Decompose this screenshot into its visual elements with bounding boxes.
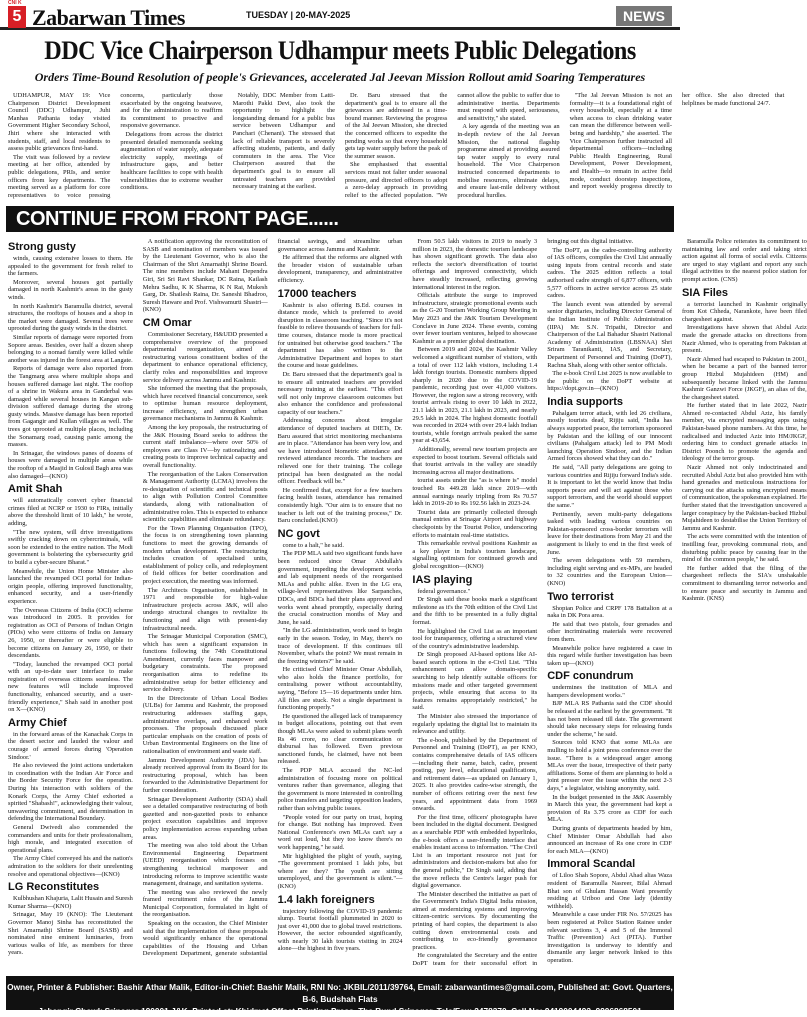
story-paragraph: He further stated that in late 2022, Nazir Ahmed re-contacted Abdul Aziz, his family member, via encrypted messaging apps using Pakistan-based phone numbers. At this time, he radicalised and inducted Aziz into HM/JKGF, ordering him to conduct grenade attacks in District Poonch to promote the agenda and ideology of the terror group. <box>681 402 807 463</box>
story-paragraph: come to a halt," he said. <box>282 541 344 549</box>
continued-banner: CONTINUE FROM FRONT PAGE...... <box>6 206 674 232</box>
story-paragraph: "People voted for our party on trust, hoping for change. But nothing has improved. Even National Conference's own MLAs can't say a word out loud, but they too know there's no work happening," he said. <box>277 813 403 851</box>
story-heading: Army Chief <box>8 716 67 729</box>
story-heading: Amit Shah <box>8 483 63 496</box>
story-paragraph: The PDP MLA accused the NC-led administration of focusing more on political ventures rather than governance, alleging that the government is more interested in controlling police transfers and targeting opposition leaders, rather than solving public issues. <box>277 767 403 812</box>
lead-article-body <box>8 92 785 200</box>
continued-articles <box>8 238 807 968</box>
story-heading: CDF conundrum <box>547 670 634 683</box>
story-paragraph: Officials attribute the surge to improved infrastructure, strategic promotional events such as the G-20 Tourism Working Group Meeting in May 2023 and the J&K Tourism Development Conclave in June 2024. These events, coming over fewer tourism ventures, helped to showcase Kashmir as a premier global destination. <box>412 292 538 345</box>
story-paragraph: During grants of departments headed by him, Chief Minister Omar Abdullah had also announced an increase of Rs one crore in CDF for each MLA—(KNO) <box>547 824 672 855</box>
story-paragraph: Kulbhushan Khajuria, Lalit Husain and Suresh Kumar Sharma—(KNO) <box>8 895 133 910</box>
story-paragraph: Pahalgam terror attack, with led 26 civilians, mostly tourists dead, Rijiju said, "India has always supported peace, the terrorism sponsored by Pakistan and the killing of our innocent civilians (Pahalgam attack) led to PM Modi launching Operation Sindoor, and the Indian Armed forces showed what they can do." <box>547 409 672 463</box>
story-paragraph: Meanwhile a case under FIR No. 57/2025 has been registered at Police Station Rainee under relevant sections 3, 4 and 5 of the Immoral Traffic (Prevention) Act (PITA). Further investigation is underway to identify and dismantle any larger network linked to this operation. <box>547 911 672 964</box>
story-paragraph: Srinagar, May 19 (KNO): The Lieutenant Governor Manoj Sinha has reconstituted the Shri Amarnathji Shrine Board (SASB) and nominated nine eminent luminaries, from various walks of life, as members for three years. <box>8 911 133 957</box>
story-paragraph: Addressing concerns about irregular attendance of deputed teachers at DIETs, Dr. Baru assured that strict monitoring mechanisms are in place. "Attendance has been very low, and we have introduced biometric attendance and reviewed attendance records. The teachers are relieved one for their training. The college principal has been designated as the nodal officer. Feedback will be." <box>277 417 403 486</box>
lead-subheadline: Orders Time-Bound Resolution of people's Grievances, accelerated Jal Jeevan Mission Rollout amid Soaring Temperatures <box>34 70 646 84</box>
lead-paragraph: The visit was followed by a review meeting at her office, attended by public delegations, PRIs, and senior officers from key departments. The meeting served as a platform for core representatives to voice pressing concerns, particularly those exacerbated by the ongoing heatwave, and for the administration to reaffirm its commitment to proactive and responsive governance. <box>8 92 223 199</box>
story-paragraph: Srinagar Development Authority (SDA) shall see a detailed comparative restructuring of both gazetted and non-gazetted posts to enhance project execution capabilities and improve policy implementation across expanding urban areas. <box>142 795 268 841</box>
story-paragraph: a terrorist launched in Kashmir originally from Kot Chheda, Narankote, have been filed chargesheet against. <box>681 300 807 323</box>
story-paragraph: trajectory following the COVID-19 pandemic slump. Tourist footfall plummeted in 2020 to just over 41,000 due to global travel restrictions. However, the sector rebounded significantly, with nearly 30 lakh tourists visiting in 2024 alone—the highest in five years. <box>277 907 403 953</box>
story-paragraph: The reorganisation of the Lakes Conservation & Management Authority (LCMA) involves the re-designation of scientific and technical posts to align with Pollution Control Committee standards, along with rationalisation of administrative roles. This is expected to enhance scientific capabilities and eliminate redundancy. <box>142 470 268 524</box>
story-heading: SIA Files <box>681 286 729 299</box>
paper-name: Zabarwan Times <box>32 5 185 30</box>
story-paragraph: He questioned the alleged lack of transparency in budget allocations, pointing out that even though MLAs were asked to submit plans worth Rs 46 crore, no clear communication or disbursal has followed. Even previous sanctioned funds, he claimed, have not been released. <box>277 712 403 766</box>
story-paragraph: Reports of damage were also reported from the Tangmarg area where multiple shops and houses suffered damage last night. The rooftop of a shrine in Wakura area in Ganderbal was damaged while several houses in Kangan sub-division suffered damage during the strong gusty winds. Massive damage has been reported from Gagangir and Kullan villages as well. The trees got uprooted at multiple places, including the Sonamarg road, causing panic among the masses. <box>8 365 133 449</box>
story-paragraph: In the Directorate of Urban Local Bodies (ULBs) for Jammu and Kashmir, the proposed restructuring addresses staffing gaps, administrative overlaps, and enhanced work processes. The proposals discussed place particular emphasis on the creation of posts of Urban Environmental Engineers on the line of rationalisation of environment and waste staff. <box>142 694 268 755</box>
story-paragraph: In Srinagar, the windows panes of dozens of houses were damaged in multiple areas while the rooftop of a Masjid in Gulosil Bagh area was also damaged—(KNO) <box>8 449 133 480</box>
story-paragraph: tourist assets under the "as is where is" model touched Rs 449.28 lakh since 2019—with annual earnings nearly tripling from Rs 70.57 lakh in 2019-20 to Rs 192.56 lakh in 2023-24. <box>412 477 538 508</box>
masthead <box>0 0 680 30</box>
story-paragraph: A notification approving the reconstitution of SASB and nomination of members was issued by the Lieutenant Governor, who is also the Chairman of the Shri Amarnathji Shrine Board. The nine members include Mahant Dependra Giri, Sri Sri Ravi Shankar, DC Raina, Kailash Mehra Sadhu, K K Sharma, K N Rai, Mukesh Garg, Dr. Shailesh Raina, Dr. Saneshi Bhadroo, Suresh Haware and Prof. Vishwamurti Shastri—(KNO) <box>142 238 268 314</box>
story-heading: Strong gusty <box>8 241 76 253</box>
story-paragraph: Shopian Police and CRPF 178 Battalion at a naka in DK Pora area. <box>547 604 672 620</box>
story-paragraph: He also reviewed the joint actions undertaken in coordination with the Indian Air Force and the Border Security Force for the operation. During his interaction with soldiers of the Konark Corps, the Army Chief exhorted a spirited "Shabash!", acknowledging their valour, unwavering commitment, and determination in defending the International Boundary. <box>8 762 133 823</box>
story-heading: India supports <box>547 395 623 408</box>
story-paragraph: The launch event was attended by several senior dignitaries, including Director General of the Indian Institute of Public Administration (IIPA) Mr. S.N. Tripathi, Director and Chairperson of the Lal Bahadur Shastri National Academy of Administration (LBSNAA) Shri Sriram Taranikanti, IAS, and Secretary, Department of Personnel and Training (DoPT), Rachna Shah, along with other senior officials. <box>547 300 672 369</box>
story-paragraph: He affirmed that the reforms are aligned with the broader vision of sustainable urban development, transparency, and administrative efficiency. <box>277 254 403 284</box>
story-paragraph: This remarkable revival positions Kashmir as a key player in India's tourism landscape, signalling optimism for continued growth and global recognition—(KNO) <box>412 540 538 570</box>
story-paragraph: Dr Singh said these books mark a significant milestone as it's the 70th edition of the Civil List and the fifth to be presented in a fully digital format. <box>412 596 538 626</box>
story-paragraph: Meanwhile police have registered a case in this regard while further investigation has been taken up—(KNO) <box>547 644 672 667</box>
story-paragraph: Sources told KNO that some MLAs are mulling to hold a joint press conference over the issue. "There is a widespread anger among MLAs over the issue, irrespective of their party affiliations. Some of them are planning to hold a joint presser over the issue within the next 2-3 days," a legislator, wishing anonymity, said. <box>547 739 672 792</box>
story-paragraph: The Minister also stressed the importance of regularly updating the digital list to maintain its relevance and utility. <box>412 713 538 736</box>
story-paragraph: Commissioner Secretary, H&UDD presented a comprehensive overview of the proposed departmental reorganization, aimed at restructuring various constituent bodies of the department to enhance operational efficiency, clarify roles and responsibilities and improve service delivery across Jammu and Kashmir. <box>142 330 268 384</box>
story-paragraph: He criticised Chief Minister Omar Abdullah, who also holds the finance portfolio, for centralising power without accountability, saying, "Before 15—16 departments under him. All files are stuck. Not a single department is functioning properly." <box>277 666 403 712</box>
story-paragraph: Kashmir is also offering B.Ed. courses in distance mode, which is preferred to avoid disruption in classroom teaching. "Since it's not feasible to relieve thousands of teachers for full-time courses, distance mode is more practical for untrained but otherwise good teachers." The department has also written to the Administrative Department and hopes to start the course and issue guidelines. <box>277 301 403 370</box>
story-paragraph: Mir highlighted the plight of youth, saying, "The government promised 1 lakh jobs, but where are they? The youth are sitting unemployed, and the government is silent."—(KNO) <box>277 852 403 890</box>
story-paragraph: The PDP MLA said two significant funds have been reduced since Omar Abdullah's government, impeding the development works and lab equipment needs of the reorganised MLAs and public alike. Even in the LG era, village-level representatives like Sarpanches, DDCs, and BDCs had their plans approved and works went ahead promptly, especially during the crucial construction months of May and June, he said. <box>277 550 403 626</box>
story-paragraph: He confirmed that, except for a few teachers facing health issues, attendance has remained consistently high. "Our aim is to ensure that no teacher is left out of the training process," Dr. Baru concluded.(KNO) <box>277 486 403 525</box>
story-paragraph: "The new system, will drive investigations swiftly cracking down on cybercriminals, will soon be extended to the entire nation. The Modi government is bolstering the cybersecurity grid to build a cyber-secure Bharat." <box>8 528 133 566</box>
story-paragraph: Similar reports of damage were reported from Sopore areas. Besides, over half a dozen sheep belonging to a nomad family were killed while another was injured in the forest area at Langate. <box>8 333 133 364</box>
story-paragraph: Nazir Ahmed not only indoctrinated and recruited Abdul Aziz but also provided him with hand grenades and meticulous instructions for carrying out the attacks using encrypted means of communication, the spokesman explained. He further stated that the investigation uncovered a larger conspiracy by the Pakistan-backed Hizbul Mujahideen to destabilise the Union Territory of Jammu and Kashmir. <box>681 464 807 532</box>
story-paragraph: Among the key proposals, the restructuring of the J&K Housing Board seeks to address the current staff imbalance—where over 50% of employees are Class IV—by rationalizing and creating posts to improve technical capacity and overall functionality. <box>142 424 268 470</box>
imprint-footer <box>6 976 674 1016</box>
story-paragraph: The meeting was also told about the Urban Environmental Engineering Department (UEED) reorganisation which focuses on strengthening technical manpower and introducing reforms to improve scientific waste management, drainage, and sanitation systems. <box>142 842 268 888</box>
story-paragraph: of Liloo Shah Sopore, Abdul Ahad alias Waza resident of Baramulla Nasreer, Bilal Ahmad Bhat son of Ghulam Hassan Wani presently residing at Uriboo and One lady (identity withheld). <box>547 872 672 910</box>
story-paragraph: The Army Chief conveyed his and the nation's admiration to the soldiers for their unrelenting resolve and operational objectives—(KNO) <box>8 855 133 878</box>
story-heading: CM Omar <box>142 316 192 329</box>
story-paragraph: Speaking on the occasion, the Chief Minister said that the implementation of these proposals would significantly enhance the operational capabilities of the Housing and Urban Development Department, generate substantial financial savings, and streamline urban governance across Jammu and Kashmir. <box>142 238 403 958</box>
story-paragraph: The e-book, published by the Department of Personnel and Training (DoPT), as per KNO, contains comprehensive details of IAS officers—including their name, batch, cadre, present posting, pay level, educational qualifications, and retirement dates—as updated on January 1, 2025. It also provides cadre-wise strength, the number of officers retiring over the next few years, and appointment data from 1969 onwards. <box>412 736 538 813</box>
story-heading: 1.4 lakh foreigners <box>277 893 375 906</box>
story-paragraph: Pertinently, seven multi-party delegations tasked with leading various countries on Pakistan-sponsored cross-border terrorism will leave for their destinations from May 21 and the assignment is likely to end in the first week of June. <box>547 510 672 556</box>
imprint-line-2: Jahangir Chowk Srinagar-190001 J&K, Printed at: Khidmat Offset Printing Press, The Bund Srinagar, Tele/Fax: 2478370, Cell No: 9419004492, 9906868501 <box>38 1006 642 1016</box>
logo-tag: CNI K <box>8 0 22 6</box>
story-paragraph: "In the LG administration, work used to begin early in the season. Today, in May, there's no trace of development. If this continues till November, what's the point? We must remain in the freezing winters?" he said. <box>277 627 403 665</box>
story-heading: 17000 teachers <box>277 287 357 300</box>
story-paragraph: Jammu Development Authority (JDA) has already received approval from its Board for its restructuring proposal, which has been forwarded to the Administrative Department for further consideration. <box>142 756 268 794</box>
story-paragraph: He said, "All party delegations are going to various countries and Rijiju forward India's side. It is important to let the world know that India supports peace and will act against those who support terrorism, and the world should support the same." <box>547 464 672 509</box>
story-paragraph: He further added that the filing of the chargesheet reflects the SIA's unshakable commitment to dismantling terror networks and to ensure peace and security in Jammu and Kashmir. (KNS) <box>681 564 807 603</box>
story-paragraph: Dr. Baru stressed that the department's goal is to ensure all untreated teachers are provided necessary training at the earliest. "This effort will not only improve classroom outcomes but also enhance the confidence and professional capacity of our teachers." <box>277 370 403 416</box>
story-paragraph: He congratulated the Secretary and the entire DoPT team for their successful effort in bringing out this digital initiative. <box>412 238 634 968</box>
story-paragraph: Tourist data are primarily collected through manual entries at Srinagar Airport and highway checkpoints by the Tourist Police, underscoring efforts to maintain real-time statistics. <box>412 508 538 539</box>
lead-paragraph: UDHAMPUR, MAY 19: Vice Chairperson District Development Council (DDC) Udhampur, Juhi Manhas Pathania today visited Government Higher Secondary School, Jhiri where she interacted with students, staff, and local residents to assess public grievances first-hand. <box>8 92 111 153</box>
lead-headline: DDC Vice Chairperson Udhampur meets Public Delegations <box>44 36 636 65</box>
story-paragraph: Additionally, several new tourism projects are expected to boost tourism. Several officials said that tourist arrivals in the valley are steadily increasing across all major destinations. <box>412 446 538 476</box>
lead-paragraph: Dr. Baru stressed that the department's goal is to ensure all the grievances are addressed in a time-bound manner. Reviewing the progress of the Jal Jeevan Mission, she directed the concerned officers to expedite the pending works so that every household gets tap water supply before the peak of the summer season. <box>344 92 448 160</box>
imprint-line-1: Owner, Printer & Publisher: Bashir Athar Malik, Editor-in-Chief: Bashir Malik, RNI No: JKBIL/2011/39764, Email: zabarwantimes@gmail.com, Published at: Govt. Quarters, B-6, Budshah Flats <box>7 982 673 1004</box>
story-paragraph: The e-book Civil List 2025 is now available to the public on the DoPT website at https://dopt.gov.in—(KNO) <box>547 370 672 393</box>
story-paragraph: Between 2019 and 2024, the Kashmir Valley welcomed a significant number of visitors, with a total of over 112 lakh visitors, including 1.4 lakh foreign tourists. Domestic numbers dipped sharply in 2020 due to the COVID-19 pandemic, recording just over 41,000 visitors. However, the region saw a strong recovery, with tourist arrivals rising to over 10 lakh in 2022, 21.1 lakh in 2023, 21.1 lakh in 2023, and nearly 29.5 lakh in 2024. The highest domestic footfall was recorded in 2024 with over 29.4 lakh Indian tourists, while foreign arrivals peaked the same year at 43,654. <box>412 346 538 445</box>
story-heading: Immoral Scandal <box>547 858 636 871</box>
story-paragraph: In north Kashmir's Baramulla district, several structures, the rooftops of houses and a shop in the market were damaged. Several trees were uprooted during the gusty winds in the district. <box>8 302 133 333</box>
lead-paragraph: "The Jal Jeevan Mission is not an formality—it is a foundational right of every household, especially at a time when access to clean drinking water can mean the difference between well-being and hardship," she asserted. The Vice Chairperson further instructed all departmental officers—including Public Health Engineering, Rural Development, Power Development, and Health—to remain in active field mode, conduct doorstep inspections, and report weekly progress directly to her office. She also directed that helplines be made functional 24/7. <box>569 92 785 191</box>
story-heading: LG Reconstitutes <box>8 881 100 894</box>
story-paragraph: The Minister described the initiative as part of the Government's India's Digital India mission, aimed at modernizing systems and improving citizen-centric services. By documenting the printing of hard copies, the department is also cutting down environmental costs and contributing to eco-friendly governance practices. <box>412 890 538 951</box>
story-paragraph: General Dwivedi also commended the commanders and units for their professionalism, high morale, and integrated execution of operational plans. <box>8 823 133 854</box>
story-paragraph: The Overseas Citizens of India (OCI) scheme was introduced in 2005. It provides for registration as OCI of Persons of Indian Origin (PIOs) who were citizens of India on January 26, 1950, or thereafter or were eligible to become citizens on January 26, 1950, or their descendants. <box>8 606 133 660</box>
story-paragraph: Dr Singh proposed AI-based options like AI-based search options in the e-Civil List. "This enhancement can allow domain-specific searching to help identify suitable officers for missions made and other targeted government projects, while ensuring that access to its features remains appropriately restricted," he said. <box>412 651 538 712</box>
story-paragraph: "Today, launched the revamped OCI portal with an up-to-date user interface to make registration of overseas citizens seamless. The new features will include improved functionality, enhanced security, and a user-friendly experience," Shah said in another post on X—(KNO) <box>8 660 133 714</box>
lead-paragraph: She emphasised that essential services must not falter under seasonal pressure, and directed officers to adopt a zero-delay approach in providing relief to the affected population. "We cannot allow the public to suffer due to administrative inertia. Departments must respond with speed, seriousness, and sensitivity," she stated. <box>344 92 560 199</box>
section-tag: NEWS <box>616 6 672 26</box>
story-paragraph: For the Town Planning Organisation (TPO), the focus is on strengthening town planning functions to meet the growing demands of modern urban development. The restructuring includes creation of specialised units, establishment of policy cells, and redeployment of field offices for better coordination and project execution, the meeting was informed. <box>142 524 268 585</box>
lead-paragraph: Notably, DDC Member from Latti-Marothi Pakki Devi, also took the opportunity to highlight the longstanding demand for a public bus service between Udhampur and Panchari (Chenani). The stressed that lack of reliable transport is severely affecting students, patients, and daily commuters in the area. The Vice Chairperson assured that the department's goal is to ensure all untreated teachers are provided necessary training at the earliest. <box>232 92 335 191</box>
story-paragraph: For the first time, officers' photographs have been included in the digital document. Designed as a searchable PDF with embedded hyperlinks, the e-book offers a user-friendly interface that enables instant access to information. "The Civil List is an important resource not just for administrators and decision-makers but also for the general public," Dr Singh said, adding that the move reflects the Centre's larger push for digital governance. <box>412 813 538 890</box>
story-paragraph: Investigations have shown that Abdul Aziz made the grenade attacks on directions from Nazir Ahmed, who is operating from Pakistan at present. <box>681 324 807 355</box>
story-paragraph: The meeting was also reviewed the newly framed recruitment rules of the Jammu Municipal Corporation, formulated in light of the reorganisation. <box>142 888 268 919</box>
story-paragraph: He said that two pistols, four grenades and other incriminating materials were recovered from them. <box>547 620 672 643</box>
story-paragraph: He highlighted the Civil List as an important tool for transparency, offering a structured view of the country's administrative leadership. <box>412 627 538 650</box>
story-paragraph: winds, causing extensive losses to them. He appealed to the government for fresh relief to the farmers. <box>8 255 133 278</box>
story-paragraph: Moreover, several houses got partially damaged in north Kashmir's areas in the gusty winds. <box>8 278 133 301</box>
lead-paragraph: Delegations from across the district presented detailed memoranda seeking augmentation of water supply, adequate electricity supply, meetings of infrastructure gaps, and better healthcare facilities to cope with health vulnerabilities due to extreme weather conditions. <box>120 130 223 192</box>
story-paragraph: Nazir Ahmed had escaped to Pakistan in 2001, when he became a part of the banned terror group Hizbul Mujahideen (HM) and subsequently became linked with the Jammu Kashmir Ganzwi Force (JKGF), an alias of the, the chargesheet stated. <box>681 355 807 401</box>
story-heading: Two terrorist <box>547 590 614 603</box>
story-paragraph: Meanwhile, the Union Home Minister also launched the revamped OCI portal for Indian-origin people, offering improved functionality, enhanced security, and a user-friendly experience. <box>8 567 133 605</box>
story-paragraph: in the forward areas of the Kanachak Corps in the desert sector and lauded the valour and courage of armed forces during 'Operation Sindoor.' <box>8 730 133 761</box>
lead-paragraph: A key agenda of the meeting was an in-depth review of the Jal Jeevan Mission, the national flagship programme aimed at providing assured tap water supply to every rural household. The Vice Chairperson instructed concerned departments to mobilise resources, eliminate delays, and ensure last-mile delivery without procedural hurdles. <box>457 123 560 199</box>
story-paragraph: undermines the institution of MLA and hampers development works." <box>547 684 672 699</box>
story-paragraph: In the budget presented in the J&K Assembly in March this year, the government had kept a provision of Rs 3.75 crore as CDF for each MLA. <box>547 793 672 824</box>
story-paragraph: Baramulla Police reiterates its commitment to maintaining law and order and taking strict action against all forms of social evils. Citizens are urged to stay vigilant and report any such illegal activities to the nearest police station for prompt action. (CNS) <box>681 238 807 283</box>
story-heading: IAS playing <box>412 573 473 586</box>
story-paragraph: The DoPT, as the cadre-controlling authority of IAS officers, compiles the Civil List annually using inputs from central records and state cadres. The 2025 edition reflects a total authorised cadre strength of 6,877 officers, with 5,577 officers in active service across 25 state cadres. <box>547 246 672 300</box>
story-paragraph: The seven delegations with 59 members, including eight serving and ex-MPs, are headed to 32 countries and the European Union—(KNO) <box>547 557 672 587</box>
story-paragraph: The Srinagar Municipal Corporation (SMC), which has seen a significant expansion in functions following the 74th Constitutional Amendment, currently faces manpower and budgetary constraints. The proposed reorganisation aims to redefine its administrative setup for better efficiency and service delivery. <box>142 633 268 694</box>
issue-date: TUESDAY | 20-MAY-2025 <box>246 10 351 20</box>
story-paragraph: BJP MLA RS Pathania said the CDF should be released at the earliest by the government. "It has not been released till date. The government should take necessary steps for releasing funds under the scheme," he said. <box>547 700 672 738</box>
story-paragraph: federal governance." <box>417 587 471 595</box>
story-paragraph: From 50.5 lakh visitors in 2019 to nearly 3 million in 2023, the domestic tourism landscape has shown significant growth. The data also reflects the sector's diversification of tourist offerings and improved connectivity, which have steadily increased, reflecting growing international interest in the region. <box>412 238 538 291</box>
story-heading: NC govt <box>277 527 320 540</box>
story-paragraph: will automatically convert cyber financial crimes filed at NCRP or 1930 to FIRs, initially above the threshold limit of 10 lakh," he wrote, adding, <box>8 497 133 527</box>
story-paragraph: The Architects Organisation, established in 1971 and responsible for high-value infrastructure projects across J&K, will also undergo structural changes to revitalize its functioning and align with present-day infrastructural needs. <box>142 586 268 632</box>
page-number-badge: 5 <box>8 6 26 28</box>
story-paragraph: She informed the meeting that the proposals, which have received financial concurrence, seek to optimise human resource deployment, increase efficiency, and strengthen urban governance mechanisms in Jammu & Kashmir. <box>142 385 268 423</box>
story-paragraph: The acts were committed with the intention of instilling fear, provoking communal riots, and disturbing public peace by causing fear in the mind of the common people," he said. <box>681 533 807 564</box>
